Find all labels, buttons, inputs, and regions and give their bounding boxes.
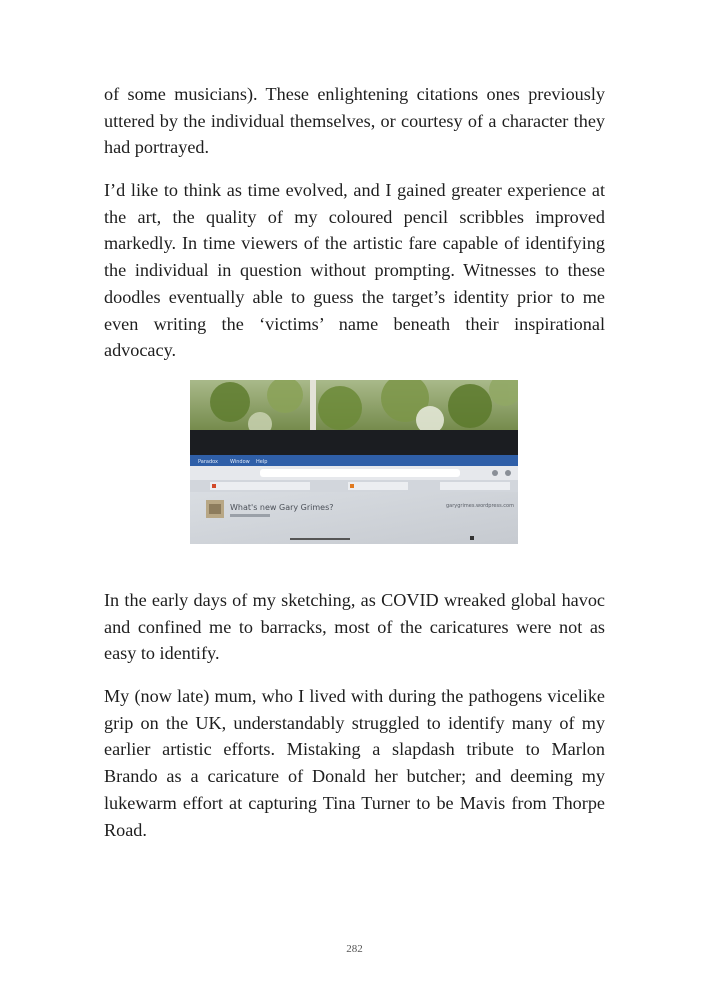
laptop-screen-photo <box>190 380 518 544</box>
browser-page-content <box>190 492 518 544</box>
laptop-bezel <box>190 430 518 456</box>
body-paragraph: of some musicians). These enlightening citations ones previously uttered by the individual themselves, or courtesy of a character they had portrayed. <box>104 84 605 158</box>
svg-text:Paradox: Paradox <box>198 459 219 465</box>
page-number: 282 <box>346 943 363 955</box>
body-paragraph: I’d like to think as time evolved, and I gained greater experience at the art, the quality of my coloured pencil scribbles improved markedly. In time viewers of the artistic fare capable of identifying the individual in question without prompting. Witnesses to these doodles eventually able to guess the target’s identity prior to me even writing the ‘victims’ name beneath their inspirational advocacy. <box>104 180 605 361</box>
svg-text:Help: Help <box>256 459 268 465</box>
post-prompt-text: What's new Gary Grimes? <box>230 503 334 512</box>
svg-text:Window: Window <box>230 459 250 465</box>
body-paragraph: In the early days of my sketching, as COVID wreaked global havoc and confined me to barracks, most of the caricatures were not as easy to identify. <box>104 590 605 664</box>
body-paragraph: My (now late) mum, who I lived with during the pathogens vicelike grip on the UK, understandably struggled to identify many of my earlier artistic efforts. Mistaking a slapdash tribute to Marlon Brando as a caricature of Donald her butcher; and deeming my lukewarm effort at capturing Tina Turner to be Mavis from Thorpe Road. <box>104 686 605 840</box>
site-address-text: garygrimes.wordpress.com <box>446 503 514 509</box>
